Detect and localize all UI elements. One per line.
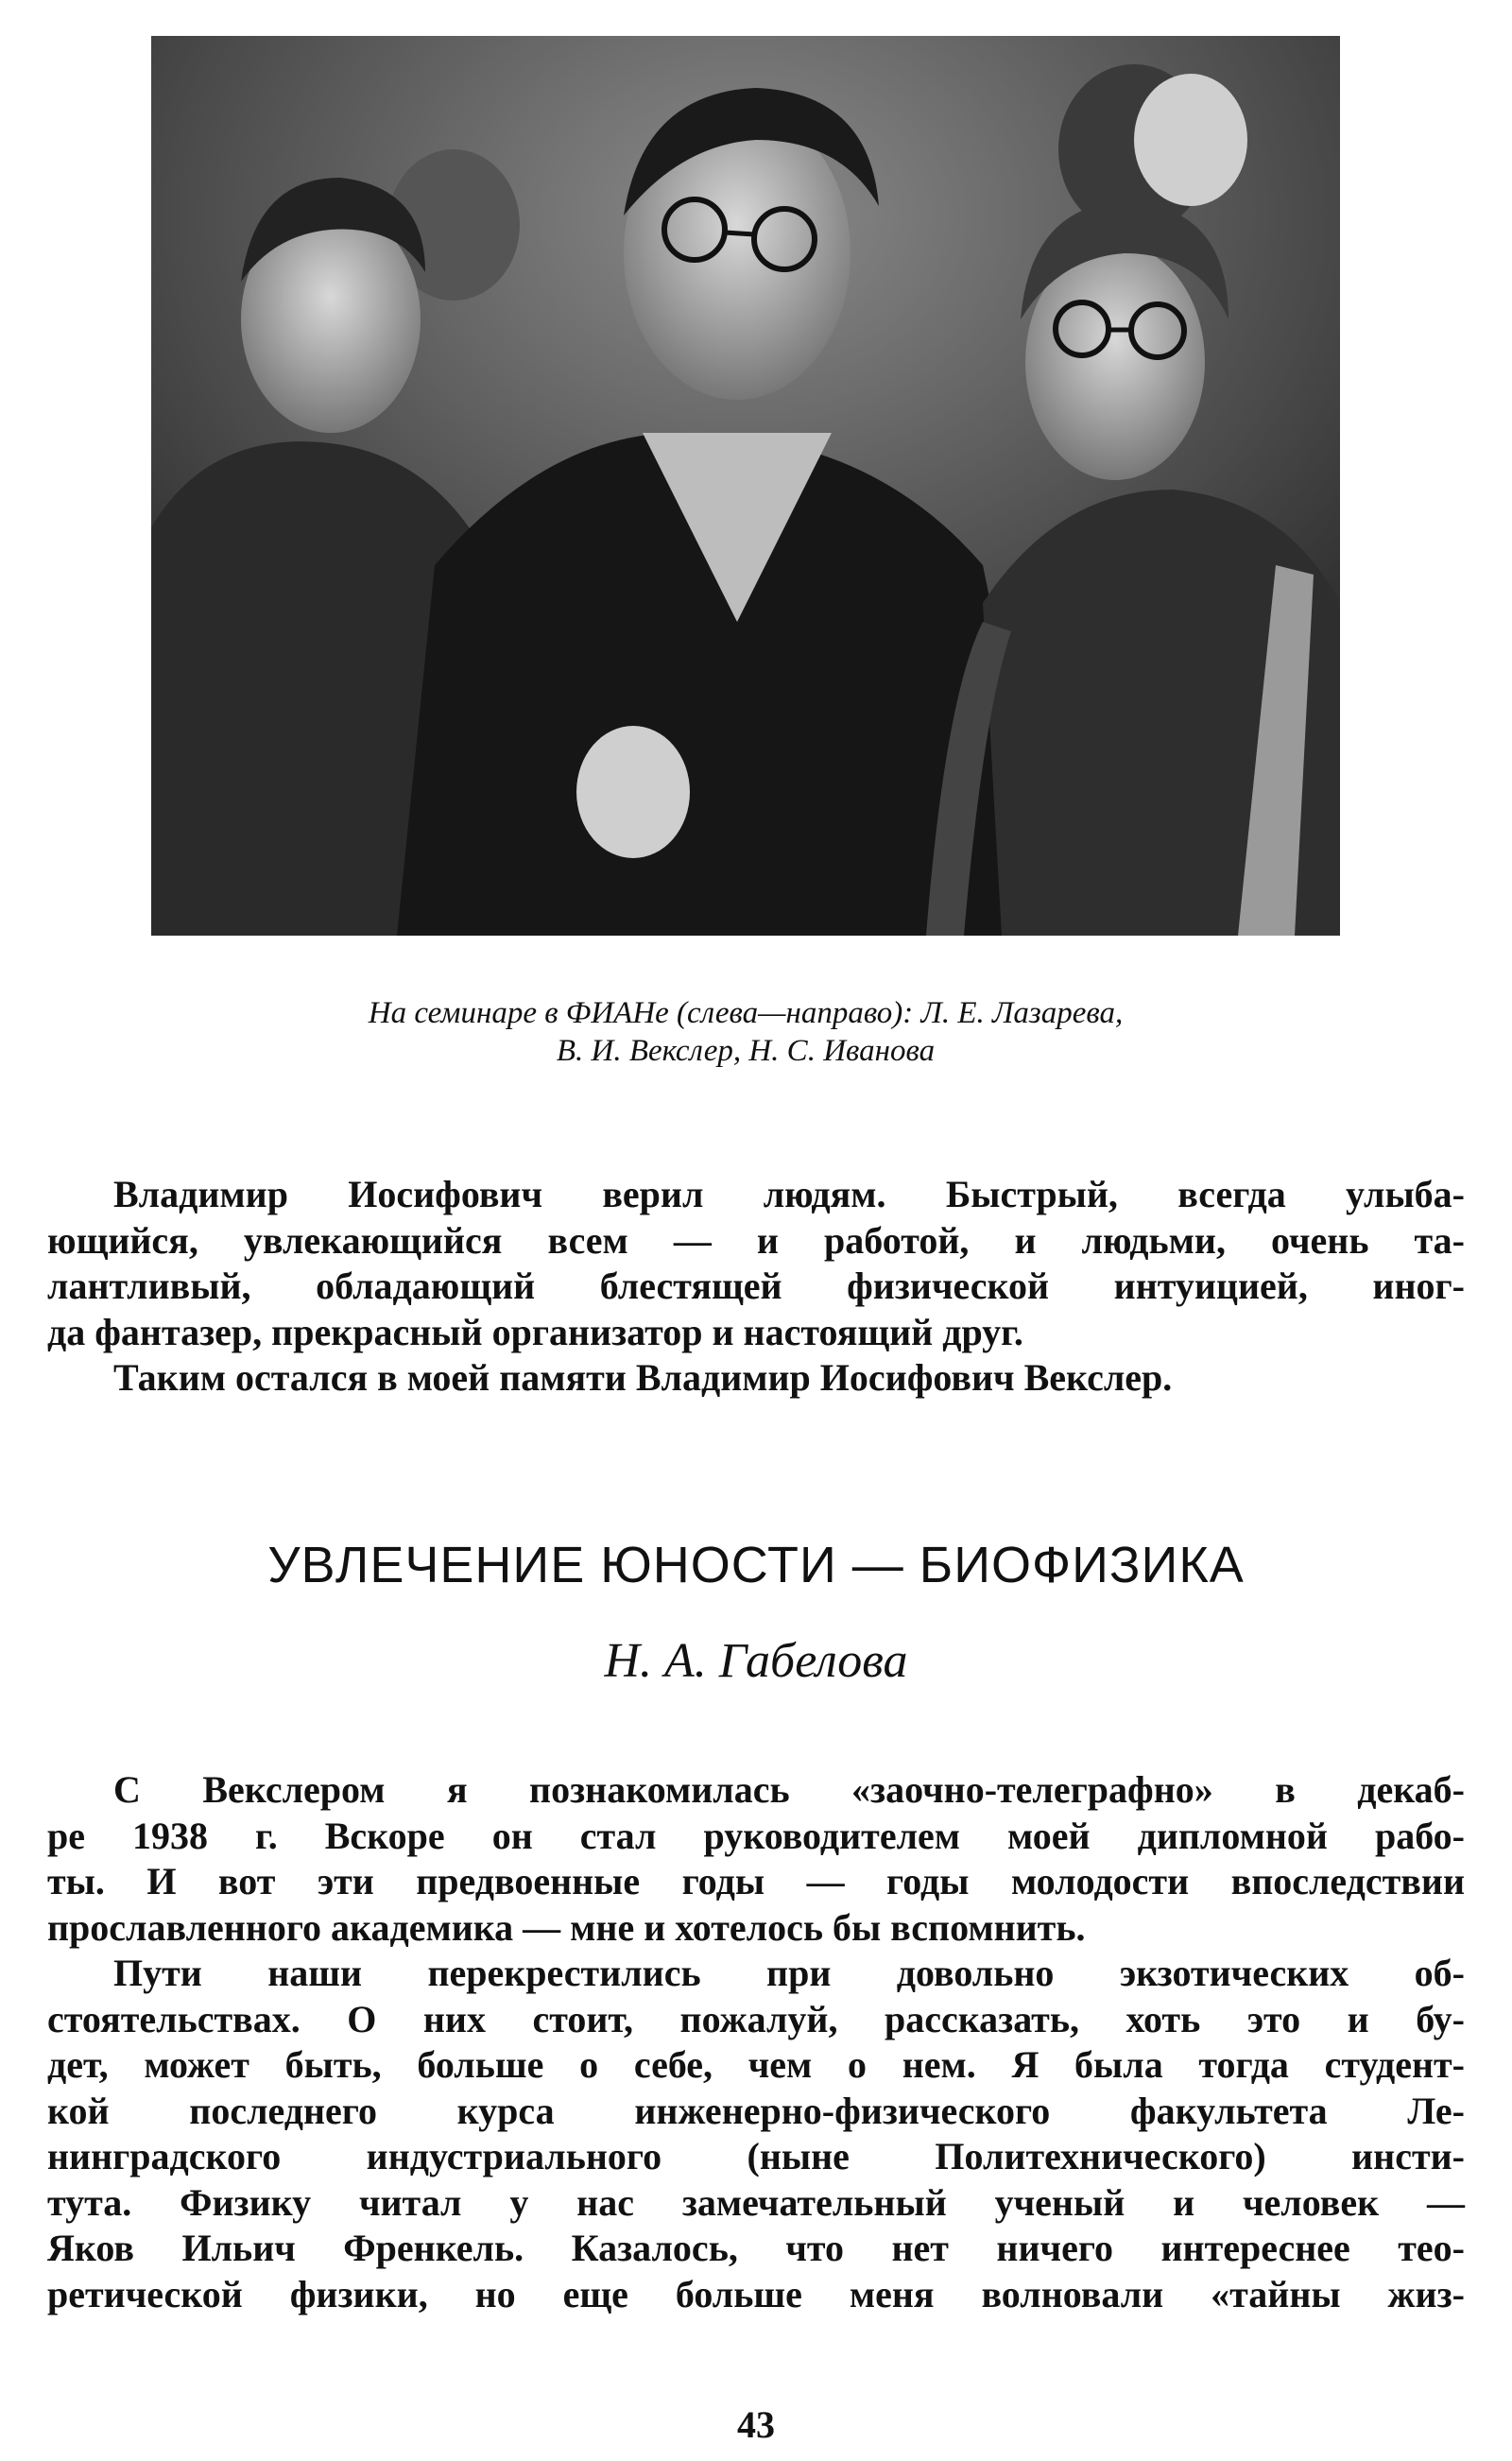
- text-line: стоятельствах. О них стоит, пожалуй, рассказать, хоть это и бу-: [47, 1997, 1465, 2040]
- paragraph-closing-memory: [47, 1172, 1465, 1402]
- seminar-photo-illustration: [151, 36, 1340, 936]
- section-title: УВЛЕЧЕНИЕ ЮНОСТИ — БИОФИЗИКА: [267, 1537, 1245, 1593]
- text-line: тута. Физику читал у нас замечательный ученый и человек —: [47, 2180, 1465, 2224]
- photo-caption: [151, 994, 1340, 1070]
- text-line: нинградского индустриального (ныне Политехнического) инсти-: [47, 2135, 1465, 2177]
- text-line: да фантазер, прекрасный организатор и настоящий друг.: [47, 1310, 1023, 1353]
- text-line: ющийся, увлекающийся всем — и работой, и людьми, очень та-: [47, 1218, 1465, 1262]
- text-line: Владимир Иосифович верил людям. Быстрый, всегда улыба-: [113, 1173, 1465, 1215]
- text-line: ре 1938 г. Вскоре он стал руководителем моей дипломной рабо-: [47, 1814, 1465, 1857]
- text-line: лантливый, обладающий блестящей физической интуицией, иног-: [47, 1265, 1465, 1307]
- section-author: Н. А. Габелова: [604, 1634, 908, 1688]
- page-number: 43: [737, 2403, 775, 2446]
- text-line: С Векслером я познакомилась «заочно-телеграфно» в декаб-: [113, 1768, 1465, 1811]
- text-line: кой последнего курса инженерно-физического факультета Ле-: [47, 2089, 1465, 2132]
- text-line: дет, может быть, больше о себе, чем о нем. Я была тогда студент-: [47, 2043, 1465, 2086]
- paragraph-memoir: [47, 1767, 1465, 2317]
- text-line: прославленного академика — мне и хотелось бы вспомнить.: [47, 1905, 1086, 1949]
- text-line: ты. И вот эти предвоенные годы — годы молодости впоследствии: [47, 1860, 1465, 1902]
- caption-line-1: На семинаре в ФИАНе (слева—направо): Л. Е. Лазарева,: [368, 996, 1124, 1030]
- text-line: ретической физики, но еще больше меня волновали «тайны жиз-: [47, 2272, 1465, 2315]
- text-line: Таким остался в моей памяти Владимир Иосифович Векслер.: [113, 1356, 1173, 1399]
- text-line: Яков Ильич Френкель. Казалось, что нет ничего интереснее тео-: [47, 2227, 1465, 2269]
- seminar-photo: [151, 36, 1340, 936]
- text-line: Пути наши перекрестились при довольно экзотических об-: [113, 1952, 1465, 1994]
- caption-line-2: В. И. Векслер, Н. С. Иванова: [556, 1034, 936, 1068]
